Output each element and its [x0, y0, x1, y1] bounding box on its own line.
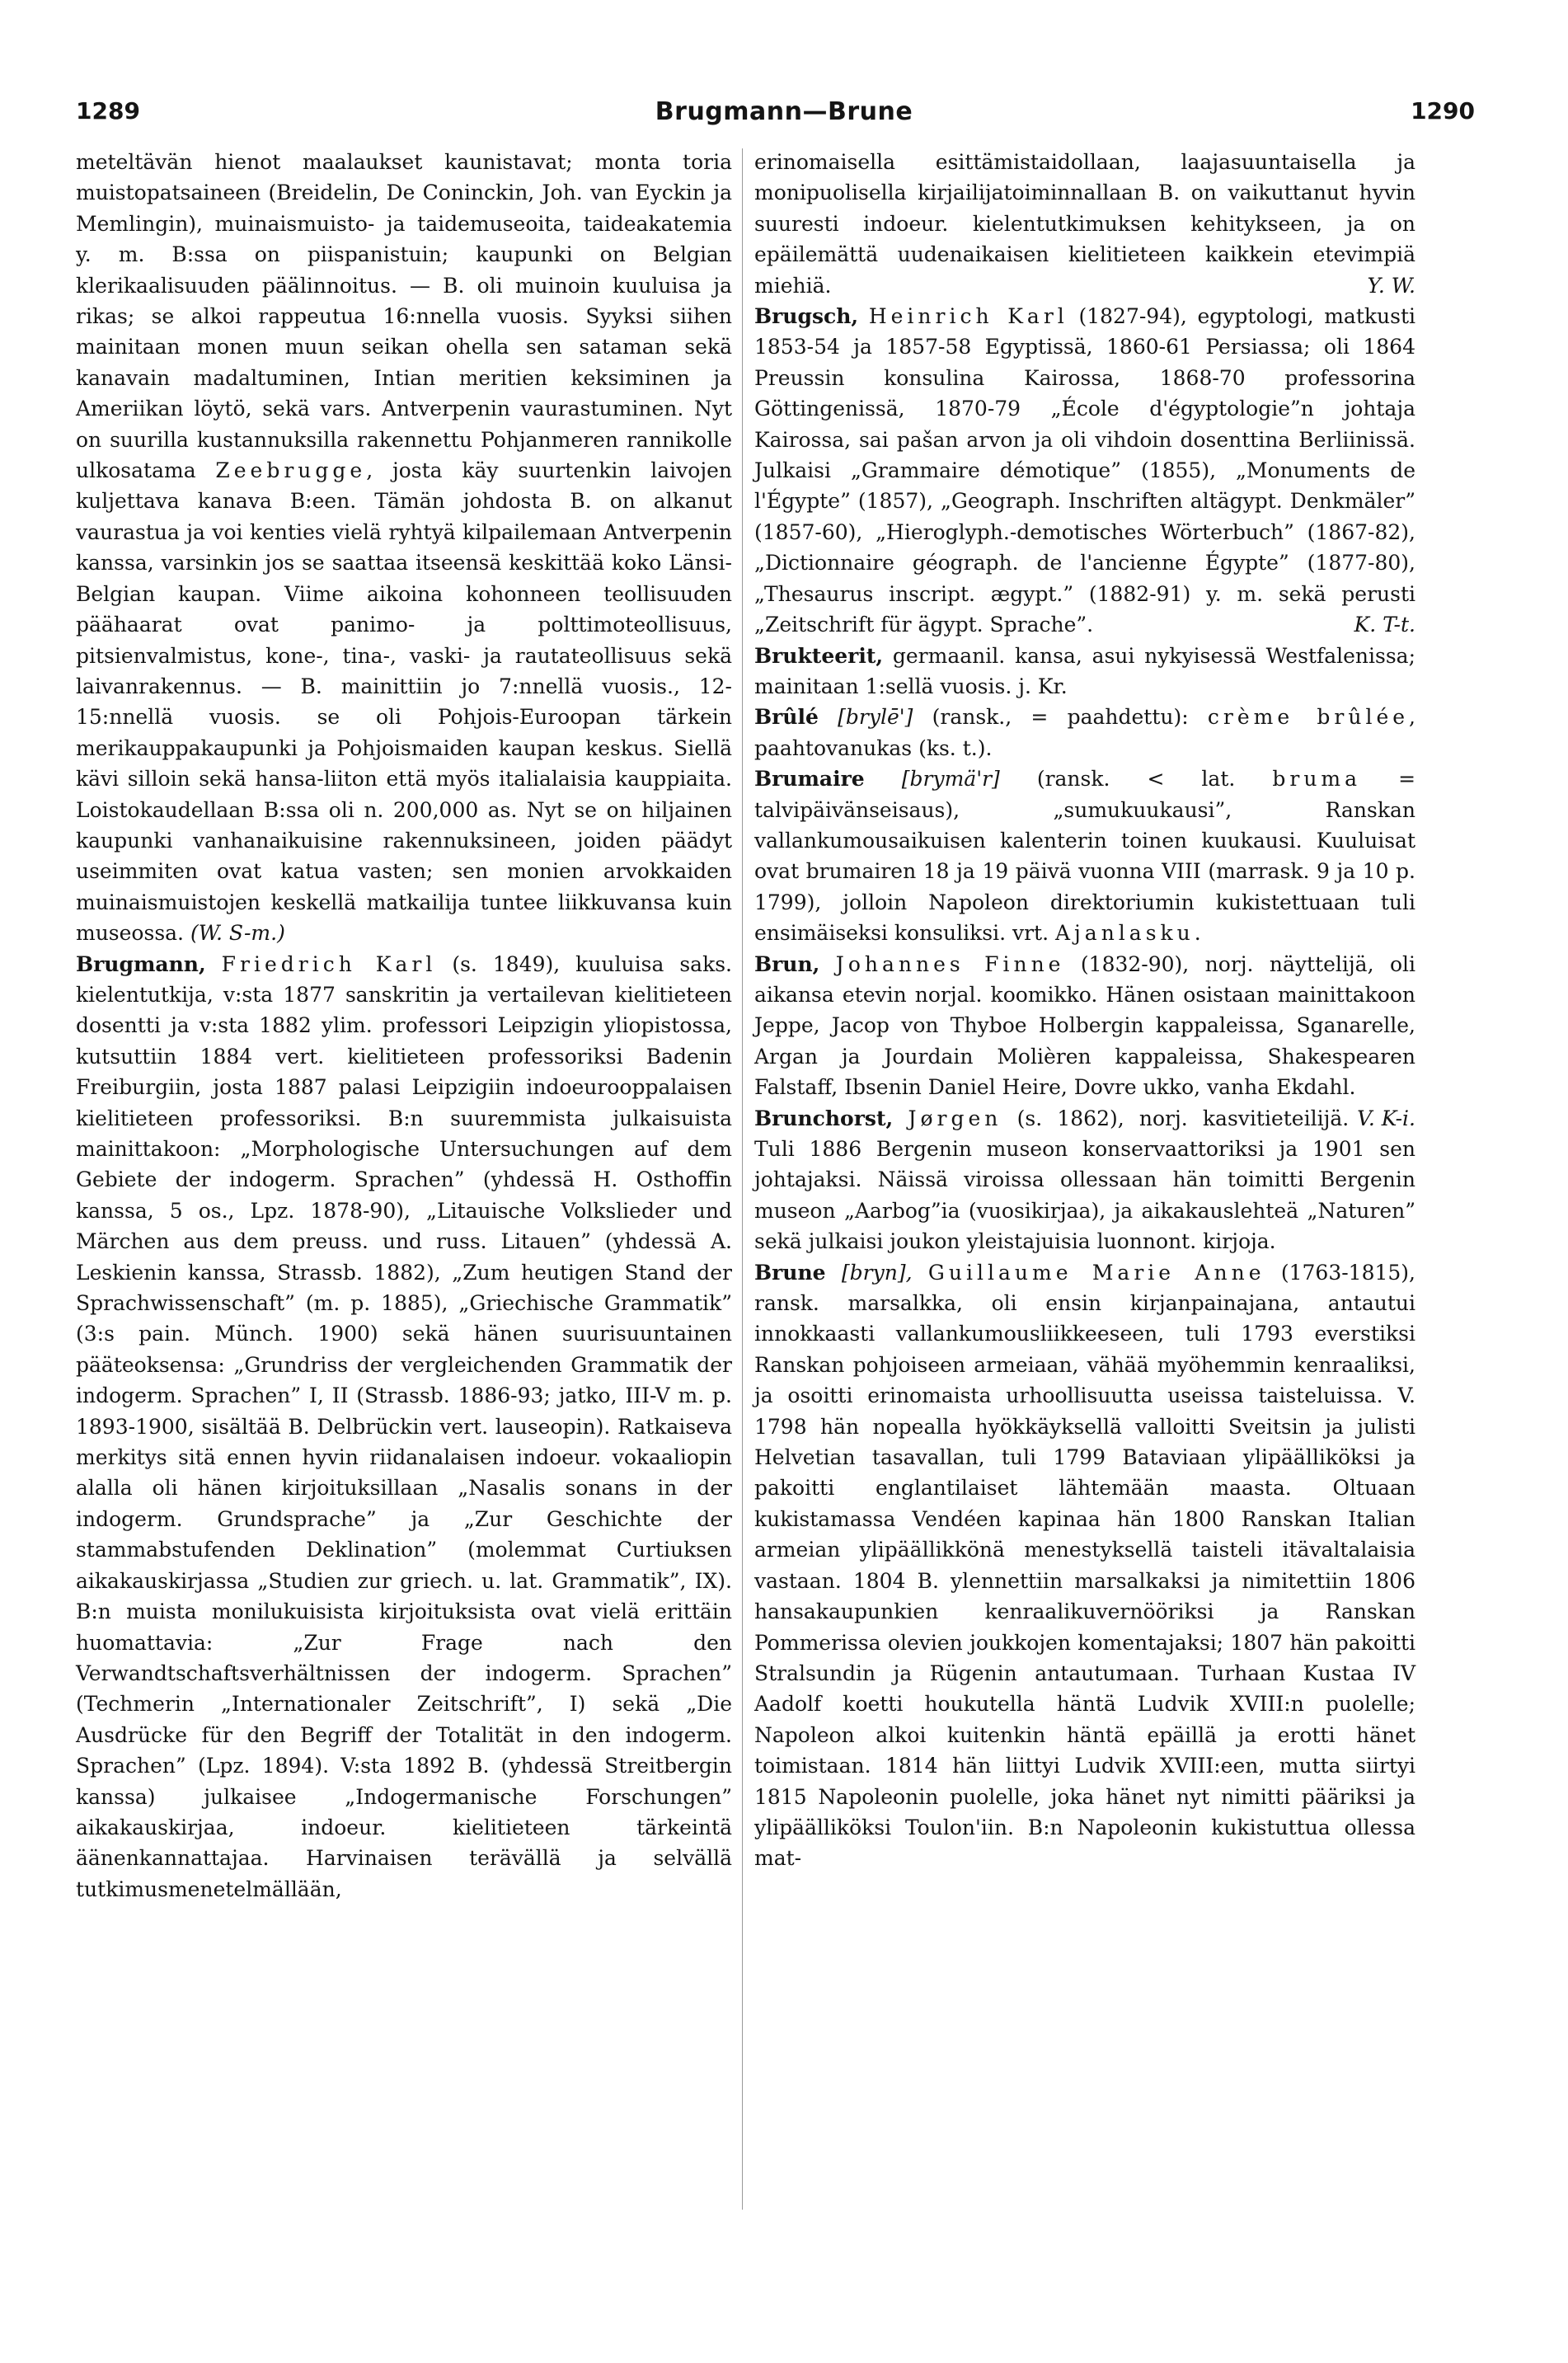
entry-brumaire: Brumaire [brymä'r] (ransk. < lat. bruma = talvipäivänseisaus), „sumukuukausi”, Ranskan vallankumousaikuisen kalenterin toinen kuukausi. Kuuluisat ovat brumairen 18 ja 19 päivä vuonna VIII (marrask. 9 ja 10 p. 1799), jolloin Napoleon direktoriumin kukistettuaan tuli ensimäiseksi konsuliksi. vrt. Ajanlasku. — [754, 767, 1416, 946]
running-title: Brugmann—Brune — [655, 97, 913, 126]
headword: Brun, — [754, 951, 820, 976]
page-number-right: 1290 — [1411, 97, 1475, 124]
headword: Brûlé — [754, 705, 819, 730]
spaced-term: crème brûlée — [1207, 705, 1410, 730]
spaced-term: bruma — [1272, 767, 1362, 792]
headword: Brukteerit, — [754, 643, 884, 668]
spaced-name: Guillaume Marie Anne — [927, 1260, 1265, 1285]
entry-brune: Brune [bryn], Guillaume Marie Anne (1763-1815), ransk. marsalkka, oli ensin kirjanpainajana, antautui innokkaasti vallankumousliikkeeseen, tuli 1793 everstiksi Ranskan pohjoiseen armeiaan, vähää myöhemmin kenraaliksi, ja osoitti erinomaista urhoollisuutta useissa taisteluissa. V. 1798 hän nopealla hyökkäyksellä valloitti Sveitsin ja julisti Helvetian tasavallan, tuli 1799 Bataviaan ylipäälliköksi ja pakoitti englantilaiset lähtemään maasta. Oltuaan kukistamassa Vendéen kapinaa hän 1800 Ranskan Italian armeian ylipäällikkönä menestyksellä taisteli itävaltalaisia vastaan. 1804 B. ylennettiin marsalkaksi ja nimitettiin 1806 hansakaupunkien kenraalikuvernööriksi ja Ranskan Pommerissa olevien joukkojen komentajaksi; 1807 hän pakoitti Stralsundin ja Rügenin antautumaan. Turhaan Kustaa IV Aadolf koetti houkutella häntä Ludvik XVIII:n puolelle; Napoleon alkoi kuitenkin häntä epäillä ja erotti hänet toimistaan. 1814 hän liittyi Ludvik XVIII:een, mutta siirtyi 1815 Napoleonin puolelle, joka hänet nyt nimitti pääriksi ja ylipäälliköksi Toulon'iin. B:n Napoleonin kukistuttua ollessa mat- — [754, 1260, 1415, 1871]
entry-brule: Brûlé [brylē'] (ransk., = paahdettu): crème brûlée, paahtovanukas (ks. t.). — [754, 705, 1415, 760]
pronunciation: [brymä'r] — [901, 767, 1000, 792]
headword: Brunchorst, — [754, 1106, 894, 1130]
entry-brunchorst: Brunchorst, Jørgen (s. 1862), norj. kasvitieteilijä. Tuli 1886 Bergenin museon konservaattoriksi ja 1901 sen johtajaksi. Näissä viroissa ollessaan hän toimitti Bergenin museon „Aarbog”ia (vuosikirjaa), ja aikakauslehteä „Naturen” sekä julkaisi joukon yleistajuisia luonnont. kirjoja. — [754, 1106, 1415, 1254]
left-column — [76, 147, 732, 1905]
entry-brugmann-continuation: erinomaisella esittämistaidollaan, laajasuuntaisella ja monipuolisella kirjailijatoiminnallaan B. on vaikuttanut hyvin suuresti indoeur. kielentutkimuksen kehitykseen, ja on epäilemättä uudenaikaisen kielitieteen kaikkein etevimpiä miehiä. Y. W. — [754, 147, 1415, 301]
spaced-name: Jørgen — [908, 1106, 1002, 1130]
right-column — [754, 147, 1415, 1874]
column-divider — [742, 148, 743, 2210]
pronunciation: [brylē'] — [838, 705, 913, 730]
signature: (W. S-m.) — [190, 921, 285, 946]
spaced-term: Zeebrugge — [215, 458, 367, 483]
pronunciation: [bryn], — [841, 1260, 913, 1285]
signature: Y. W. — [1367, 273, 1415, 298]
spaced-name: Friedrich Karl — [221, 951, 437, 976]
page-header — [0, 97, 1568, 134]
entry-brugmann: Brugmann, Friedrich Karl (s. 1849), kuuluisa saks. kielentutkija, v:sta 1877 sanskritin ja vertailevan kielitieteen dosentti ja v:sta 1882 ylim. professori Leipzigin yliopistossa, kutsuttiin 1884 vert. kielitieteen professoriksi Badenin Freiburgiin, josta 1887 palasi Leipzigiin indoeurooppalaisen kielitieteen professoriksi. B:n suuremmista julkaisuista mainittakoon: „Morphologische Untersuchungen auf dem Gebiete der indogerm. Sprachen” (yhdessä H. Osthoffin kanssa, 5 os., Lpz. 1878-90), „Litauische Volkslieder und Märchen aus dem preuss. und russ. Litauen” (yhdessä A. Leskienin kanssa, Strassb. 1882), „Zum heutigen Stand der Sprachwissenschaft” (m. p. 1885), „Griechische Grammatik” (3:s pain. Münch. 1900) sekä hänen suurisuuntainen pääteoksensa: „Grundriss der vergleichenden Grammatik der indogerm. Sprachen” I, II (Strassb. 1886-93; jatko, III-V m. p. 1893-1900, sisältää B. Delbrückin vert. lauseopin). Ratkaiseva merkitys sitä ennen hyvin riidanalaisen indoeur. vokaaliopin alalla oli hänen kirjoituksillaan „Nasalis sonans in der indogerm. Grundsprache” ja „Zur Geschichte der stammabstufenden Deklination” (molemmat Curtiuksen aikakauskirjassa „Studien zur griech. u. lat. Grammatik”, IX). B:n muista monilukuisista kirjoituksista ovat vielä erittäin huomattavia: „Zur Frage nach den Verwandtschaftsverhältnissen der indogerm. Sprachen” (Techmerin „Internationaler Zeitschrift”, I) sekä „Die Ausdrücke für den Begriff der Totalität in den indogerm. Sprachen” (Lpz. 1894). V:sta 1892 B. (yhdessä Streitbergin kanssa) julkaisee „Indogermanische Forschungen” aikakauskirjaa, indoeur. kielitieteen tärkeintä äänenkannattajaa. Harvinaisen terävällä ja selvällä tutkimusmenetelmällään, — [76, 951, 733, 1901]
entry-brugsch: Brugsch, Heinrich Karl (1827-94), egyptologi, matkusti 1853-54 ja 1857-58 Egyptissä, 1860-61 Persiassa; oli 1864 Preussin konsulina Kairossa, 1868-70 professorina Göttingenissä, 1870-79 „École d'égyptologie”n johtaja Kairossa, sai pašan arvon ja oli vihdoin dosenttina Berliinissä. Julkaisi „Grammaire démotique” (1855), „Monuments de l'Égypte” (1857), „Geograph. Inschriften altägypt. Denkmäler” (1857-60), „Hieroglyph.-demotisches Wörterbuch” (1867-82), „Dictionnaire géograph. de l'ancienne Égypte” (1877-80), „Thesaurus inscript. ægypt.” (1882-91) y. m. sekä perusti „Zeitschrift für ägypt. Sprache”. K. T-t. — [754, 301, 1415, 640]
signature: V. K-i. — [1357, 1106, 1415, 1130]
entry-brukteerit: Brukteerit, germaanil. kansa, asui nykyisessä Westfalenissa; mainitaan 1:sellä vuosis. j. Kr. — [754, 643, 1415, 698]
cross-reference: Ajanlasku — [1054, 921, 1195, 946]
page-number-left: 1289 — [76, 97, 140, 124]
spaced-name: Johannes Finne — [835, 951, 1065, 976]
headword: Brugmann, — [76, 951, 206, 976]
entry-brugge-continuation: meteltävän hienot maalaukset kaunistavat; monta toria muistopatsaineen (Breidelin, De Coninckin, Joh. van Eyckin ja Memlingin), muinaismuisto- ja taidemuseoita, taideakatemia y. m. B:ssa on piispanistuin; kaupunki on Belgian klerikaalisuuden päälinnoitus. — B. oli muinoin kuuluisa ja rikas; se alkoi rappeutua 16:nnella vuosis. Syyksi siihen mainitaan monen muun seikan ohella sen sataman sekä kanavain madaltuminen, Intian meritien keksiminen ja Ameriikan löytö, sekä vars. Antverpenin vaurastuminen. Nyt on suurilla kustannuksilla rakennettu Pohjanmeren rannikolle ulkosatama Zeebrugge, josta käy suurtenkin laivojen kuljettava kanava B:een. Tämän johdosta B. on alkanut vaurastua ja voi kenties vielä ryhtyä kilpailemaan Antverpenin kanssa, varsinkin jos se saattaa itseensä keskittää koko Länsi-Belgian kaupan. Viime aikoina kohonneen teollisuuden päähaarat ovat panimo- ja polttimoteollisuus, pitsienvalmistus, kone-, tina-, vaski- ja rautateollisuus sekä laivanrakennus. — B. mainittiin jo 7:nnellä vuosis., 12-15:nnellä vuosis. se oli Pohjois-Euroopan tärkein merikauppakaupunki ja Pohjoismaiden kaupan keskus. Siellä kävi silloin sekä hansa-liiton että myös italialaisia kauppiaita. Loistokaudellaan B:ssa oli n. 200,000 as. Nyt se on hiljainen kaupunki vanhanaikuisine rakennuksineen, joiden päädyt useimmiten ovat katua vasten; sen monien arvokkaiden muinaismuistojen keskellä matkailija tuntee liikkuvansa kuin museossa. (W. S-m.) — [76, 150, 732, 946]
headword: Brune — [754, 1260, 826, 1285]
signature: K. T-t. — [1354, 613, 1415, 637]
headword: Brumaire — [754, 767, 865, 792]
entry-brun: Brun, Johannes Finne (1832-90), norj. näyttelijä, oli aikansa etevin norjal. koomikko. Hänen osistaan mainittakoon Jeppe, Jacop von Thyboe Holbergin kappaleissa, Sganarelle, Argan ja Jourdain Molièren kappaleissa, Shakespearen Falstaff, Ibsenin Daniel Heire, Dovre ukko, vanha Ekdahl. V. K-i. — [754, 949, 1415, 1103]
spaced-name: Heinrich Karl — [868, 304, 1068, 329]
headword: Brugsch, — [754, 304, 859, 329]
